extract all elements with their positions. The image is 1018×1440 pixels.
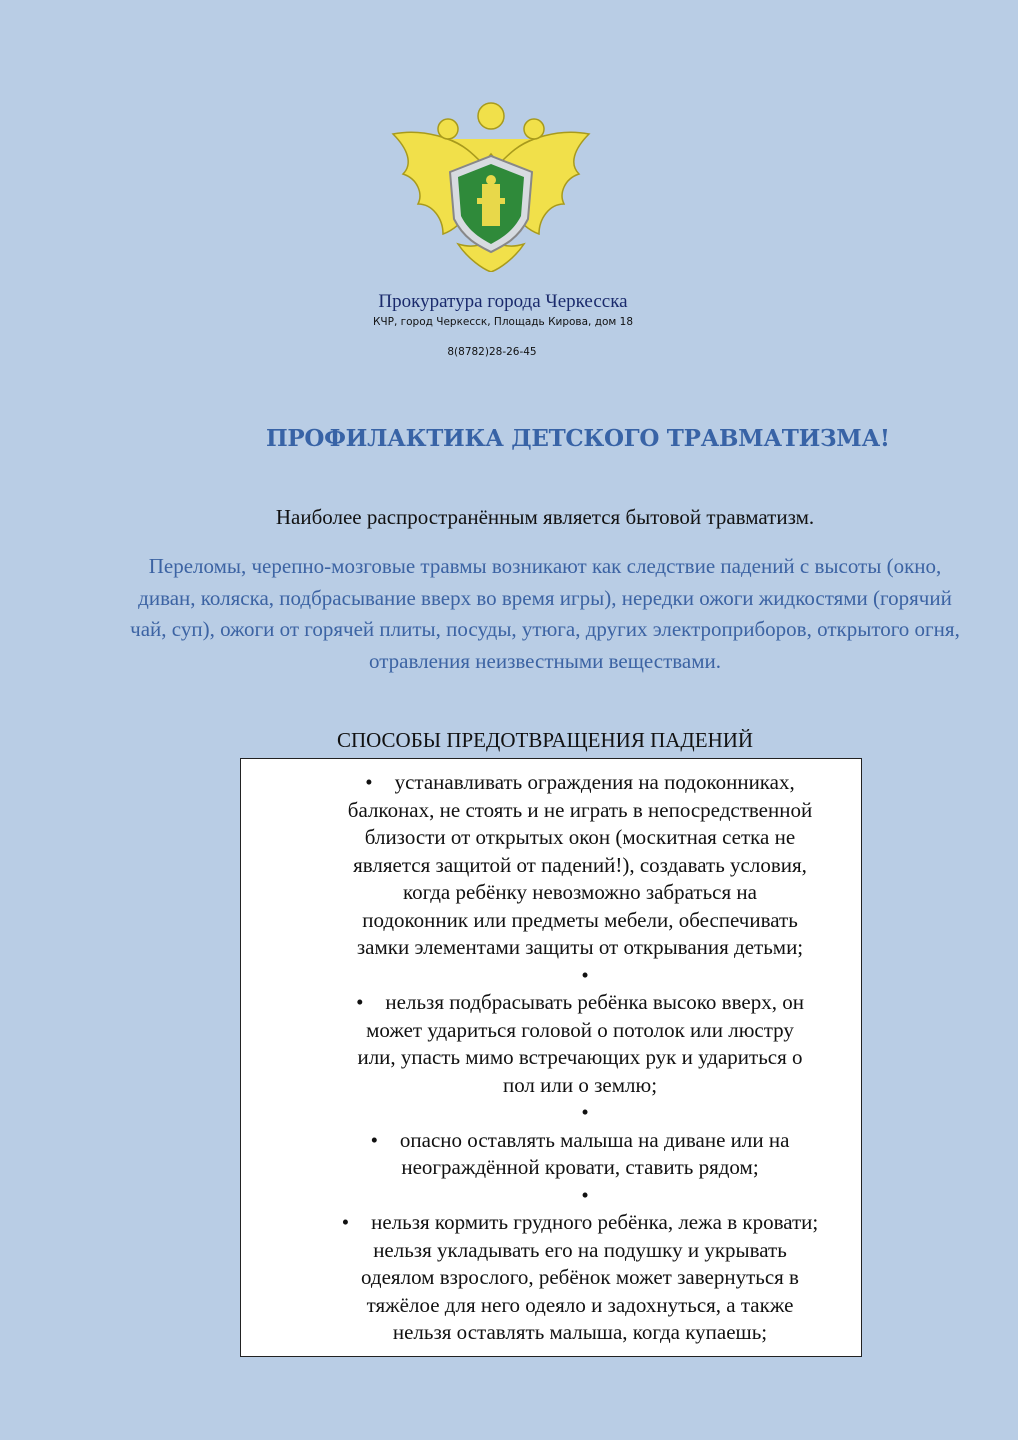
section-title: СПОСОБЫ ПРЕДОТВРАЩЕНИЯ ПАДЕНИЙ [336,728,754,752]
list-item-line [307,1154,853,1182]
list-item-text: балконах, не стоять и не играть в непосредственной [347,797,813,822]
list-item-line [307,769,853,797]
list-item-line [307,1017,853,1045]
bullet-icon: • [370,1127,378,1152]
list-item-line [307,1292,853,1320]
list-item [241,989,863,1099]
lead-text: Наиболее распространённым является бытовой травматизм. [275,505,815,529]
list-item [241,1127,863,1182]
list-item-text: нельзя укладывать его на подушку и укрывать [373,1237,787,1262]
list-item-line [307,907,853,935]
list-item-line [307,824,853,852]
list-item-line [307,1072,853,1100]
list-item-line [307,1319,853,1347]
list-item-text: или, упасть мимо встречающих рук и удариться о [357,1045,803,1069]
organization-name: Прокуратура города Черкесска [378,291,628,312]
list-item-text: устанавливать ограждения на подоконниках, [394,770,795,794]
list-item-line [307,1127,853,1155]
empty-bullet: • [581,1182,589,1207]
empty-bullet: • [581,1100,589,1124]
list-item-text: пол или о землю; [502,1072,658,1097]
list-item-text: опасно оставлять малыша на диване или на [399,1127,790,1152]
organization-phone: 8(8782)28-26-45 [447,346,537,358]
list-item-text: неограждённой кровати, ставить рядом; [401,1155,759,1179]
bullet-icon: • [341,1210,350,1234]
list-item-text: может удариться головой о потолок или люстру [366,1017,794,1042]
list-item-text: подоконник или предметы мебели, обеспечивать [362,907,798,932]
page-title: ПРОФИЛАКТИКА ДЕТСКОГО ТРАВМАТИЗМА! [266,425,890,452]
empty-bullet: • [581,962,589,987]
list-item-text: нельзя подбрасывать ребёнка высоко вверх, он [385,990,804,1014]
list-item-line [307,797,853,825]
bullet-icon: • [356,990,364,1014]
list-item-text: является защитой от падений!), создавать условия, [353,852,807,877]
list-item-line [307,1044,853,1072]
list-item-line [307,934,853,962]
list-item [241,1209,863,1347]
prevention-list [241,769,863,1347]
list-item-text: одеялом взрослого, ребёнок может завернуться в [361,1265,799,1289]
list-item-line [307,1237,853,1265]
list-item-text: тяжёлое для него одеяло и задохнуться, а также [366,1292,794,1317]
list-item-text: когда ребёнку невозможно забраться на [403,880,757,904]
bullet-icon: • [365,770,373,794]
list-item-line [307,879,853,907]
list-item-line [307,1264,853,1292]
list-item [241,769,863,962]
list-item-text: нельзя оставлять малыша, когда купаешь; [392,1320,768,1344]
list-item-text: замки элементами защиты от открывания детьми; [356,935,804,959]
list-item-text: нельзя кормить грудного ребёнка, лежа в кровати; [371,1210,819,1234]
prosecutor-emblem-icon [388,94,594,272]
list-item-line [307,852,853,880]
list-item-text: близости от открытых окон (москитная сетка не [364,825,796,849]
prevention-box [240,758,862,1357]
list-item-line [307,989,853,1017]
organization-address: КЧР, город Черкесск, Площадь Кирова, дом 18 [372,316,634,328]
list-item-line [307,1209,853,1237]
intro-paragraph: Переломы, черепно-мозговые травмы возникают как следствие падений с высоты (окно, диван, коляска, подбрасывание вверх во время игры), нередки ожоги жидкостями (горячий чай, суп), ожоги от горячей плиты, посуды, утюга, других электроприборов, открытого огня, отравления неизвестными веществами. [130,554,960,673]
